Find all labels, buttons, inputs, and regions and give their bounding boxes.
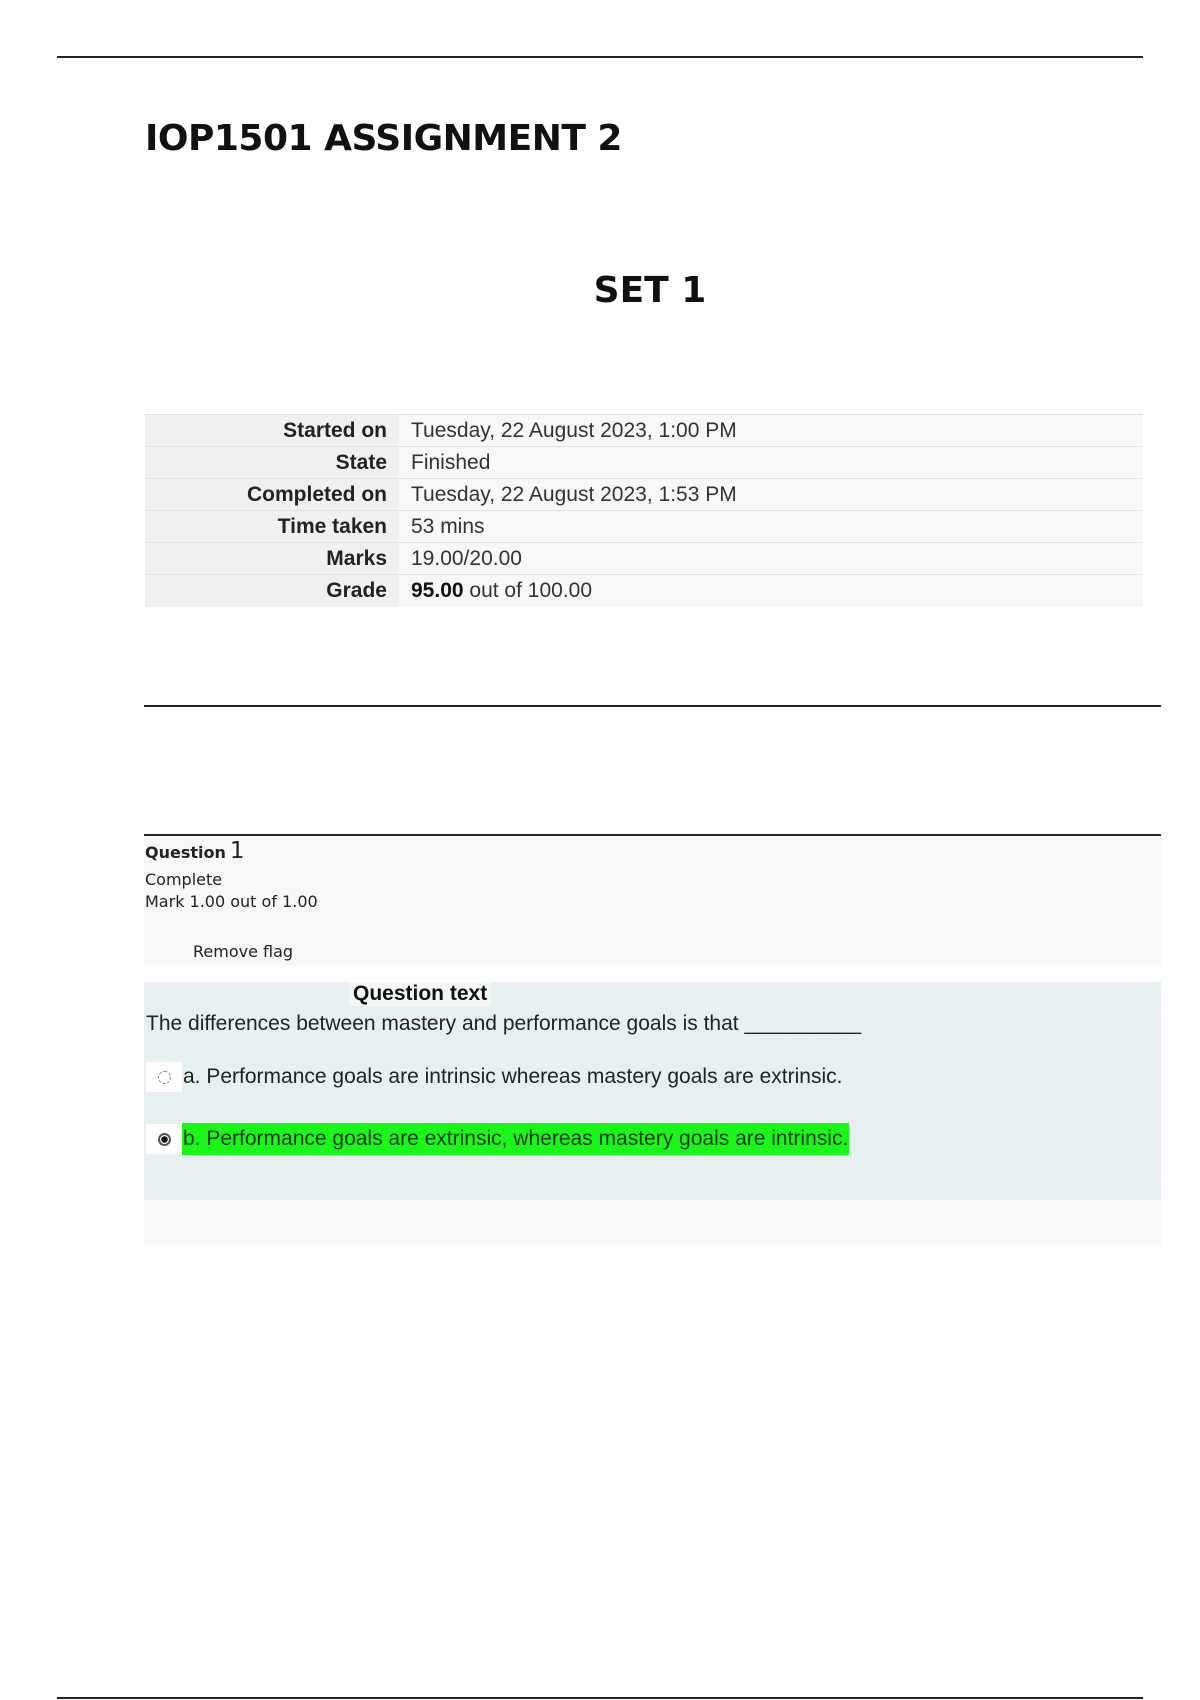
summary-value: Finished [399,447,1143,479]
summary-value: 53 mins [399,511,1143,543]
question-text: The differences between mastery and performance goals is that __________ [146,1012,862,1035]
attempt-summary-table [145,414,1143,607]
question-prefix: Question [145,843,226,862]
radio-checked-icon[interactable] [146,1124,182,1154]
summary-value [399,575,1143,607]
grade-score: 95.00 [411,578,464,602]
question-info-panel [144,836,1161,966]
summary-label: Completed on [145,479,399,511]
summary-row-state [145,447,1143,479]
question-text-heading: Question text [349,982,491,1006]
answer-label: a. Performance goals are intrinsic whereas mastery goals are extrinsic. [183,1065,843,1088]
summary-label: State [145,447,399,479]
summary-label: Started on [145,415,399,447]
answer-label-selected: b. Performance goals are extrinsic, whereas mastery goals are intrinsic. [182,1123,849,1155]
bottom-rule [57,1697,1143,1699]
answer-option-a[interactable] [146,1061,843,1093]
summary-value: 19.00/20.00 [399,543,1143,575]
summary-value: Tuesday, 22 August 2023, 1:00 PM [399,415,1143,447]
top-rule [57,56,1143,58]
set-title: SET 1 [593,270,707,311]
radio-unchecked-icon[interactable] [146,1062,182,1092]
summary-label: Time taken [145,511,399,543]
remove-flag-link[interactable]: Remove flag [193,942,294,961]
question-mark: Mark 1.00 out of 1.00 [145,892,318,911]
question-footer-panel [144,1200,1161,1246]
document-title: IOP1501 ASSIGNMENT 2 [145,118,622,159]
grade-out-of: out of 100.00 [463,578,593,602]
summary-value: Tuesday, 22 August 2023, 1:53 PM [399,479,1143,511]
summary-label: Marks [145,543,399,575]
summary-row-grade [145,575,1143,607]
question-heading [145,838,245,864]
question-state: Complete [145,870,223,889]
summary-row-time-taken [145,511,1143,543]
question-number: 1 [229,838,245,864]
summary-row-started [145,415,1143,447]
section-rule [144,705,1161,707]
summary-row-completed [145,479,1143,511]
answer-option-b[interactable] [146,1123,849,1155]
summary-row-marks [145,543,1143,575]
summary-label: Grade [145,575,399,607]
